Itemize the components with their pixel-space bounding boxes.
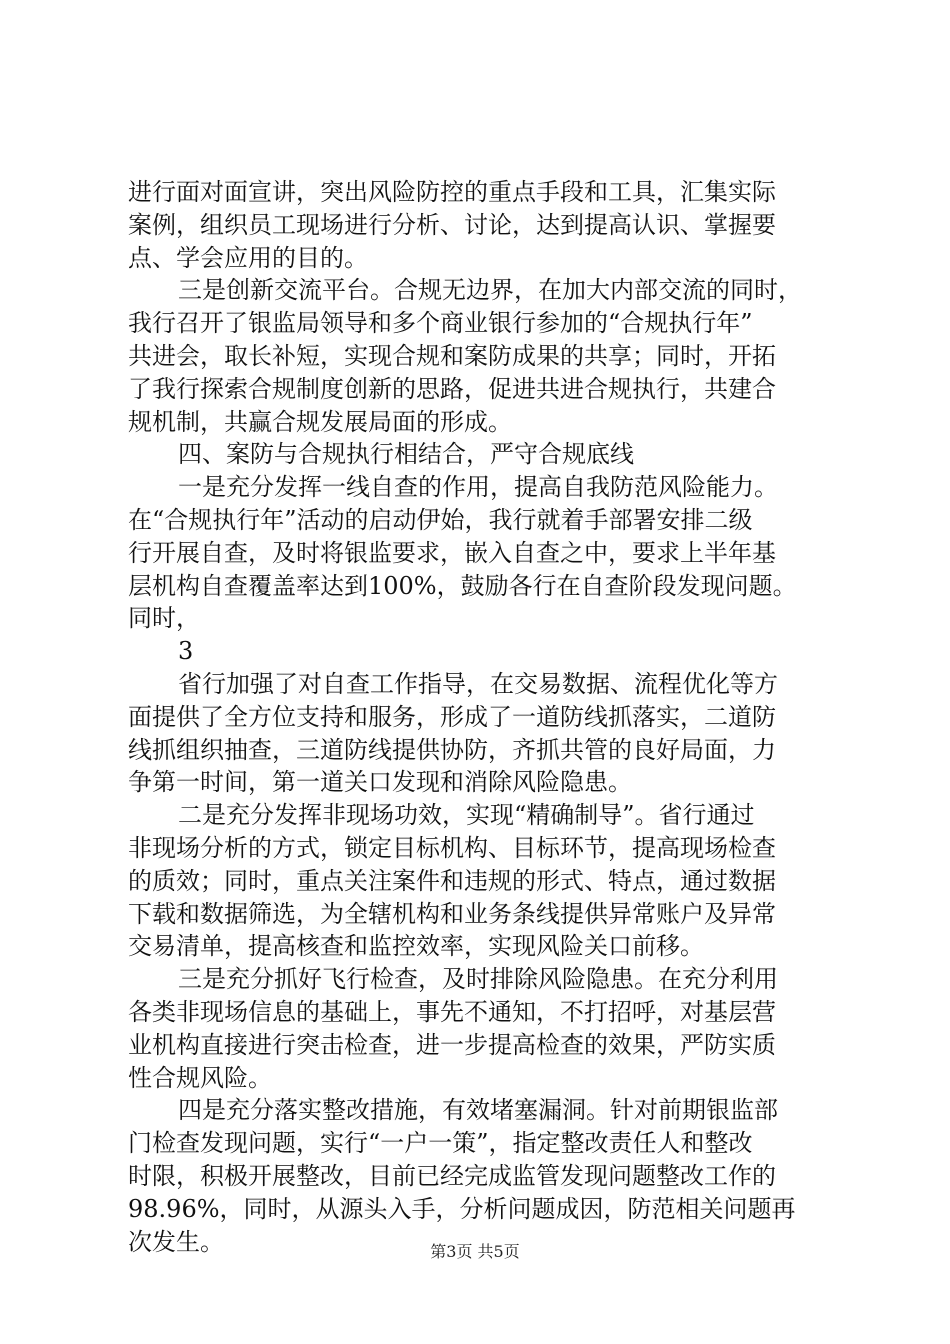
text-line: 层机构自查覆盖率达到100%，鼓励各行在自查阶段发现问题。 [128,571,797,600]
text-line: 一是充分发挥一线自查的作用，提高自我防范风险能力。 [178,473,778,502]
text-line: 点、学会应用的目的。 [128,243,368,272]
text-line: 业机构直接进行突击检查，进一步提高检查的效果，严防实质 [128,1030,776,1059]
text-line: 时限，积极开展整改，目前已经完成监管发现问题整改工作的 [128,1161,776,1190]
text-line: 门检查发现问题，实行“一户一策”，指定整改责任人和整改 [128,1129,753,1158]
text-line: 在“合规执行年”活动的启动伊始，我行就着手部署安排二级 [128,505,753,534]
text-line: 下载和数据筛选，为全辖机构和业务条线提供异常账户及异常 [128,899,776,928]
text-line: 的质效；同时，重点关注案件和违规的形式、特点，通过数据 [128,866,776,895]
page-footer: 第3页 共5页 [430,1242,520,1261]
text-line: 98.96%，同时，从源头入手，分析问题成因，防范相关问题再 [128,1194,796,1223]
text-line: 四是充分落实整改措施，有效堵塞漏洞。针对前期银监部 [178,1096,778,1125]
text-line: 各类非现场信息的基础上，事先不通知，不打招呼，对基层营 [128,997,776,1026]
text-line: 规机制，共赢合规发展局面的形成。 [128,407,512,436]
text-line: 线抓组织抽查，三道防线提供协防，齐抓共管的良好局面，力 [128,735,776,764]
text-line: 四、案防与合规执行相结合，严守合规底线 [178,440,634,469]
text-line: 进行面对面宣讲，突出风险防控的重点手段和工具，汇集实际 [128,178,776,206]
text-line: 行开展自查，及时将银监要求，嵌入自查之中，要求上半年基 [128,538,776,567]
text-line: 案例，组织员工现场进行分析、讨论，达到提高认识、掌握要 [128,210,776,239]
text-line: 争第一时间，第一道关口发现和消除风险隐患。 [128,768,632,797]
text-line: 我行召开了银监局领导和多个商业银行参加的“合规执行年” [128,309,753,338]
text-line: 二是充分发挥非现场功效，实现“精确制导”。省行通过 [178,801,755,830]
text-line: 同时， [128,604,200,633]
text-line: 交易清单，提高核查和监控效率，实现风险关口前移。 [128,932,704,961]
text-line: 非现场分析的方式，锁定目标机构、目标环节，提高现场检查 [128,833,776,862]
text-line: 3 [178,637,194,666]
text-line: 了我行探索合规制度创新的思路，促进共进合规执行，共建合 [128,374,776,403]
text-line: 性合规风险。 [128,1063,272,1092]
document-body [128,176,840,1258]
text-line: 省行加强了对自查工作指导，在交易数据、流程优化等方 [178,669,778,698]
text-line: 共进会，取长补短，实现合规和案防成果的共享；同时，开拓 [128,341,776,370]
text-line: 三是充分抓好飞行检查，及时排除风险隐患。在充分利用 [178,965,778,994]
text-line: 次发生。 [128,1227,224,1256]
text-line: 三是创新交流平台。合规无边界，在加大内部交流的同时， [178,276,802,305]
text-line: 面提供了全方位支持和服务，形成了一道防线抓落实，二道防 [128,702,776,731]
